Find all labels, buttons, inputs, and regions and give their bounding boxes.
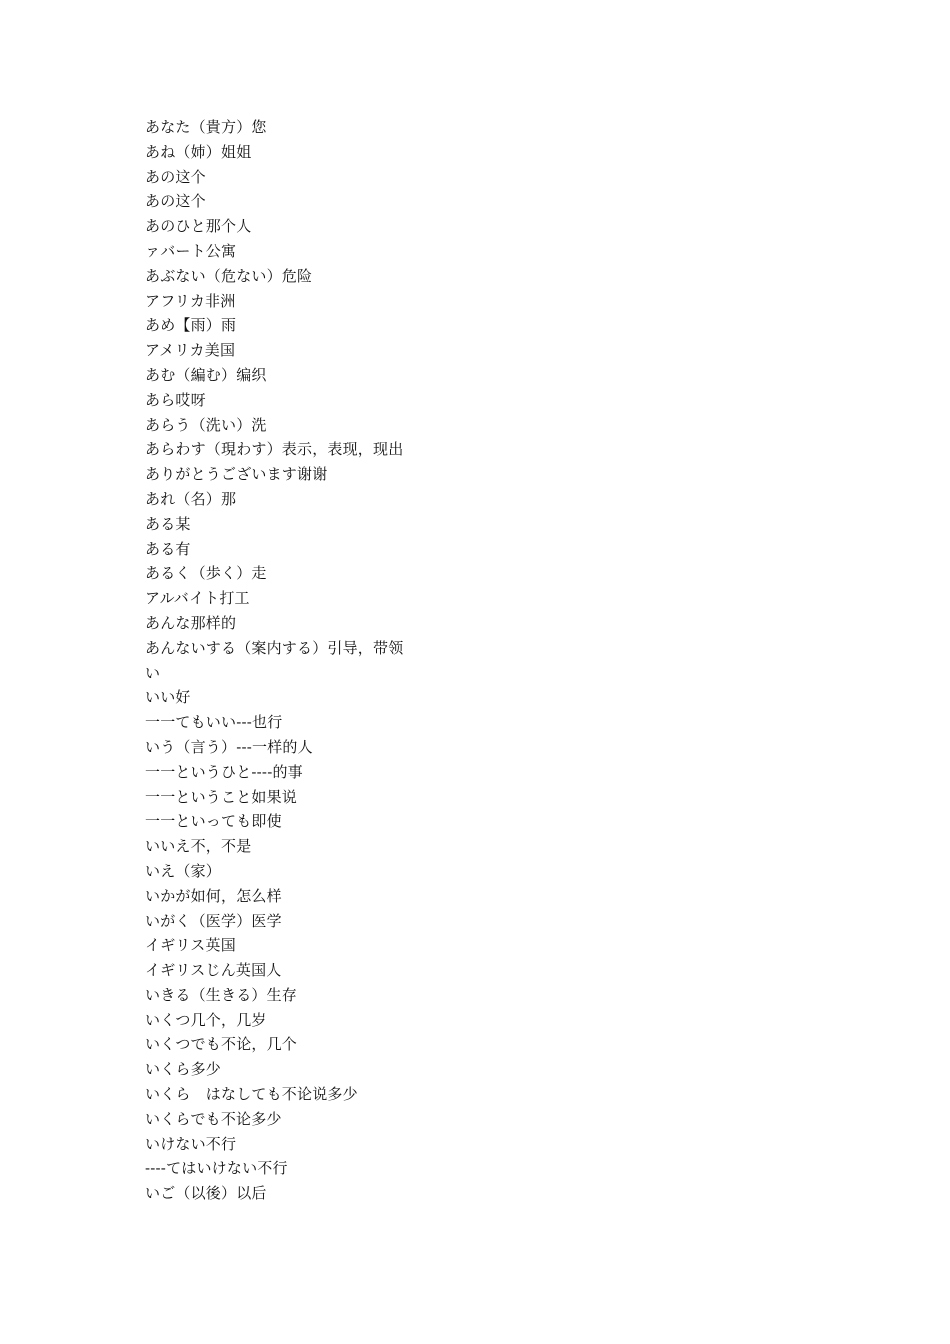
vocabulary-entry: あれ（名）那 (145, 489, 237, 508)
vocabulary-entry: イギリスじん英国人 (145, 961, 282, 980)
vocabulary-entry: 一一といっても即使 (145, 812, 282, 831)
vocabulary-entry: いい好 (145, 688, 191, 707)
vocabulary-entry: ----てはいけない不行 (145, 1159, 288, 1178)
vocabulary-entry: いかが如何，怎么样 (145, 886, 282, 905)
vocabulary-entry: アフリカ非洲 (145, 291, 236, 310)
vocabulary-entry: あむ（編む）编织 (145, 365, 267, 384)
vocabulary-entry: あらわす（現わす）表示，表现，现出 (145, 440, 404, 459)
vocabulary-entry: アルバイト打工 (145, 589, 250, 608)
vocabulary-entry: 一一てもいい---也行 (145, 713, 283, 732)
vocabulary-entry: あの这个 (145, 167, 206, 186)
vocabulary-entry: イギリス英国 (145, 936, 236, 955)
vocabulary-entry: いくら はなしても不论说多少 (145, 1085, 358, 1104)
vocabulary-entry: あらう（洗い）洗 (145, 415, 267, 434)
vocabulary-entry: いう（言う）---一样的人 (145, 737, 313, 756)
vocabulary-entry: ァバート公寓 (145, 241, 237, 260)
section-heading: い (145, 663, 161, 682)
vocabulary-entry: アメリカ美国 (145, 341, 236, 360)
vocabulary-entry: あぶない（危ない）危险 (145, 266, 313, 285)
vocabulary-entry: あんないする（案内する）引导，带领 (145, 638, 404, 657)
vocabulary-list (145, 115, 845, 1206)
vocabulary-entry: いくら多少 (145, 1060, 222, 1079)
vocabulary-entry: いくつ几个，几岁 (145, 1010, 267, 1029)
vocabulary-entry: ある有 (145, 539, 191, 558)
vocabulary-entry: 一一というひと----的事 (145, 762, 303, 781)
vocabulary-entry: ありがとうございます谢谢 (145, 465, 328, 484)
vocabulary-entry: いいえ不，不是 (145, 837, 252, 856)
vocabulary-entry: あね（姉）姐姐 (145, 142, 252, 161)
vocabulary-entry: あのひと那个人 (145, 217, 252, 236)
vocabulary-entry: いくらでも不论多少 (145, 1109, 282, 1128)
vocabulary-entry: あめ【雨）雨 (145, 316, 237, 335)
vocabulary-entry: いえ（家） (145, 861, 222, 880)
vocabulary-entry: 一一ということ如果说 (145, 787, 298, 806)
vocabulary-entry: いきる（生きる）生存 (145, 985, 298, 1004)
vocabulary-entry: あんな那样的 (145, 613, 237, 632)
vocabulary-entry: いくつでも不论，几个 (145, 1035, 298, 1054)
vocabulary-entry: いがく（医学）医学 (145, 911, 282, 930)
vocabulary-entry: あら哎呀 (145, 390, 206, 409)
vocabulary-entry: いご（以後）以后 (145, 1184, 267, 1203)
vocabulary-entry: あるく（歩く）走 (145, 564, 267, 583)
vocabulary-entry: あの这个 (145, 192, 206, 211)
vocabulary-entry: あなた（貴方）您 (145, 118, 267, 136)
vocabulary-entry: いけない不行 (145, 1134, 237, 1153)
vocabulary-entry: ある某 (145, 514, 191, 533)
